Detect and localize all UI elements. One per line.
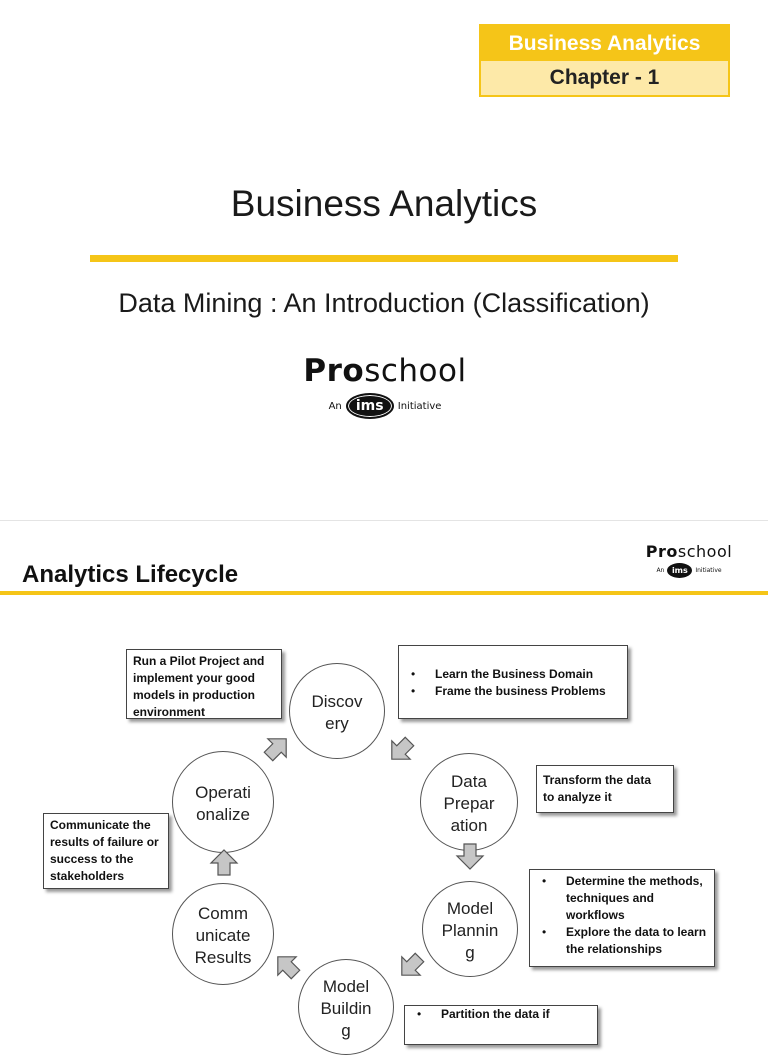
note-model-planning-item: • Explore the data to learn the relationships [536,924,708,958]
lifecycle-slide [0,520,768,1040]
arrow-communicate-to-operationalize [209,848,239,878]
note-model-planning-item: • Determine the methods, techniques and workflows [536,873,708,924]
proschool-logo [624,543,754,578]
slide-subtitle: Data Mining : An Introduction (Classification) [118,288,650,318]
title-slide [0,0,768,520]
title-underline [0,591,768,595]
phase-model-planning: Model Plannin g [422,881,518,977]
note-discovery-item: • Learn the Business Domain [405,666,621,683]
note-data-preparation: Transform the data to analyze it [536,765,674,813]
logo-tagline [624,563,754,578]
arrow-building-to-communicate [272,951,302,981]
phase-model-building: Model Buildin g [298,959,394,1055]
phase-operationalize: Operati onalize [172,751,274,853]
logo-tagline-suffix: Initiative [397,400,442,412]
logo-wordmark [624,543,754,561]
chapter-badge [479,24,730,97]
title-divider [90,255,678,262]
note-discovery-item: • Frame the business Problems [405,683,621,700]
logo-tagline-prefix: An [656,567,665,574]
note-discovery [398,645,628,719]
logo-tagline-suffix: Initiative [695,567,722,574]
phase-data-preparation: Data Prepar ation [420,753,518,851]
logo-tagline-prefix: An [328,400,342,412]
slide-title: Business Analytics [230,183,538,224]
phase-discovery: Discov ery [289,663,385,759]
arrow-planning-to-building [396,951,426,981]
note-model-building [404,1005,598,1045]
badge-chapter-label: Chapter - 1 [549,66,660,89]
logo-wordmark-regular: school [677,542,733,561]
logo-wordmark [268,353,502,389]
note-communicate: Communicate the results of failure or success to the stakeholders [43,813,169,889]
phase-communicate-results: Comm unicate Results [172,883,274,985]
logo-wordmark-bold: Pro [645,542,678,561]
logo-wordmark-regular: school [364,353,467,389]
note-operationalize: Run a Pilot Project and implement your good models in production environment [126,649,282,719]
arrow-preparation-to-planning [455,841,485,871]
badge-course-label: Business Analytics [481,26,728,61]
logo-tagline [268,393,502,419]
ims-logo-icon: ims [346,393,394,419]
note-model-planning [529,869,715,967]
note-model-building-item: • Partition the data if [411,1006,591,1023]
arrow-operationalize-to-discovery [262,733,292,763]
ims-logo-icon: ims [667,563,692,578]
logo-wordmark-bold: Pro [303,353,365,389]
arrow-discovery-to-preparation [386,735,416,765]
proschool-logo [268,353,502,419]
slide-title: Analytics Lifecycle [22,561,239,588]
